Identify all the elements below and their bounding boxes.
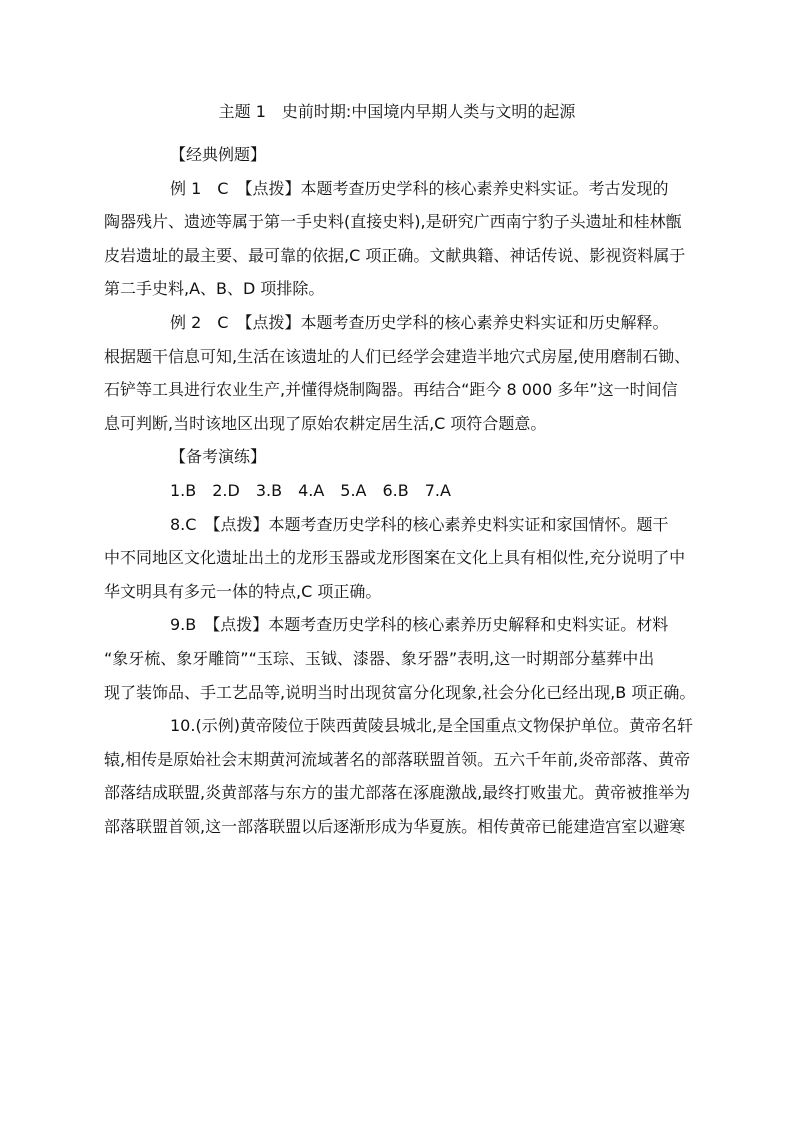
question-9-line-2: “象牙梳、象牙雕筒”“玉琮、玉钺、漆器、象牙器”表明,这一时期部分墓葬中出 xyxy=(104,648,655,668)
example-2-line-2: 根据题干信息可知,生活在该遗址的人们已经学会建造半地穴式房屋,使用磨制石锄、 xyxy=(104,346,691,366)
example-1-line-1: 例 1 C 【点拨】本题考查历史学科的核心素养史料实证。考古发现的 xyxy=(170,178,669,198)
example-2-line-1: 例 2 C 【点拨】本题考查历史学科的核心素养史料实证和历史解释。 xyxy=(170,312,669,332)
section-heading-classic-examples: 【经典例题】 xyxy=(170,145,267,164)
example-2-line-4: 息可判断,当时该地区出现了原始农耕定居生活,C 项符合题意。 xyxy=(104,413,547,433)
question-9-line-3: 现了装饰品、手工艺品等,说明当时出现贫富分化现象,社会分化已经出现,B 项正确。 xyxy=(104,682,696,702)
example-1-line-2: 陶器残片、遗迹等属于第一手史料(直接史料),是研究广西南宁豹子头遗址和桂林甑 xyxy=(104,212,682,232)
question-10-line-1: 10.(示例)黄帝陵位于陕西黄陵县城北,是全国重点文物保护单位。黄帝名轩 xyxy=(170,716,694,736)
question-8-line-1: 8.C 【点拨】本题考查历史学科的核心素养史料实证和家国情怀。题干 xyxy=(170,514,669,534)
question-10-line-3: 部落结成联盟,炎黄部落与东方的蚩尤部落在涿鹿激战,最终打败蚩尤。黄帝被推举为 xyxy=(104,783,691,803)
example-1-line-3: 皮岩遗址的最主要、最可靠的依据,C 项正确。文献典籍、神话传说、影视资料属于 xyxy=(104,245,686,265)
question-9-line-1: 9.B 【点拨】本题考查历史学科的核心素养历史解释和史料实证。材料 xyxy=(170,615,669,635)
section-heading-practice: 【备考演练】 xyxy=(170,447,267,467)
question-8-line-3: 华文明具有多元一体的特点,C 项正确。 xyxy=(104,581,382,601)
example-2-line-3: 石铲等工具进行农业生产,并懂得烧制陶器。再结合“距今 8 000 多年”这一时间信 xyxy=(104,380,678,400)
document-body xyxy=(104,138,696,843)
question-10-line-4: 部落联盟首领,这一部落联盟以后逐渐形成为华夏族。相传黄帝已能建造宫室以避寒 xyxy=(104,816,686,836)
page-title: 主题 1 史前时期:中国境内早期人类与文明的起源 xyxy=(218,102,576,121)
question-8-line-2: 中不同地区文化遗址出土的龙形玉器或龙形图案在文化上具有相似性,充分说明了中 xyxy=(104,548,686,568)
example-1-line-4: 第二手史料,A、B、D 项排除。 xyxy=(104,279,325,299)
question-10-line-2: 辕,相传是原始社会末期黄河流域著名的部落联盟首领。五六千年前,炎帝部落、黄帝 xyxy=(104,749,691,769)
answer-key-line: 1.B 2.D 3.B 4.A 5.A 6.B 7.A xyxy=(170,480,451,500)
